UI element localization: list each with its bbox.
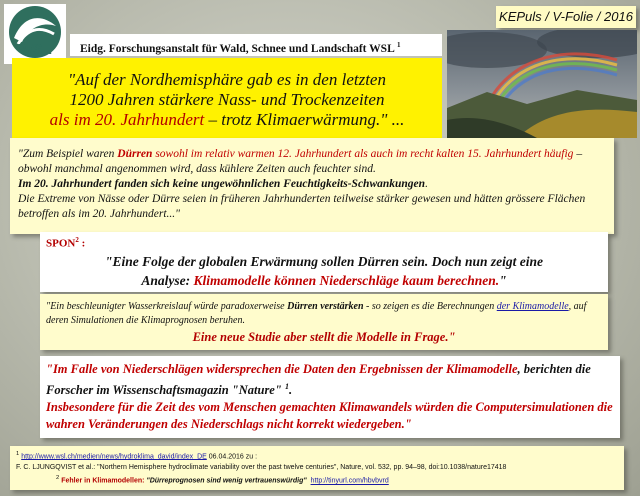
spon-label-text: SPON <box>46 237 76 250</box>
spon-line-1: "Eine Folge der globalen Erwärmung sollen Dürren sein. Doch nun zeigt eine <box>104 254 544 269</box>
headline-line-1: "Auf der Nordhemisphäre gab es in den letzten <box>68 70 386 89</box>
wsl-logo <box>4 4 66 64</box>
quote-nature-period: . <box>288 383 293 398</box>
spon-box <box>40 232 608 292</box>
spon-label <box>46 236 85 250</box>
quote-spon-part-3: , auf deren Simulationen die Klimaprognosen beruhen. <box>46 301 587 326</box>
footnote-2-ref: 2 <box>56 475 60 482</box>
quote-spon-part-1: "Ein beschleunigter Wasserkreislauf würde paradoxerweise <box>46 301 288 312</box>
headline-line-2: 1200 Jahren stärkere Nass- und Trockenzeiten <box>69 90 385 109</box>
quote-nature-contradiction: "Im Falle von Niederschlägen widersprechen die Daten den Ergebnissen der Klimamodelle <box>46 362 518 376</box>
spon-label-colon: : <box>78 237 86 250</box>
quote-spon-droughts: Dürren verstärken <box>287 301 364 312</box>
headline-highlight: als im 20. Jahrhundert <box>49 110 205 129</box>
footnote-1-citation: F. C. LJUNGQVIST et al.: "Northern Hemisphere hydroclimate variability over the past twelve centuries", Nature, vol. 532, pp. 94–98, doi:10.1038/nature17418 <box>16 464 507 472</box>
quote-wsl-droughts: Dürren <box>117 148 153 160</box>
footnote-2-link[interactable]: http://tinyurl.com/hbvbvrd <box>310 477 389 485</box>
footnote-1-ref: 1 <box>16 451 20 457</box>
spon-line-2c: " <box>499 273 507 288</box>
institution-name-text: Eidg. Forschungsanstalt für Wald, Schnee und Landschaft WSL <box>80 42 395 55</box>
quote-nature-simulations: Insbesondere für die Zeit des vom Menschen gemachten Klimawandels würden die Computersimulationen die wahren Veränderungen des Niederschlags nicht korrekt wiedergeben." <box>46 400 613 432</box>
spon-line-2 <box>50 271 598 290</box>
quote-wsl-centuries: sowohl im relativ warmen 12. Jahrhundert als auch im recht kalten 15. Jahrhundert häufig <box>152 148 574 160</box>
institution-name <box>70 34 442 56</box>
footnote-1-link[interactable]: http://www.wsl.ch/medien/news/hydroklima_david/index_DE <box>21 453 207 461</box>
spon-footnote-ref: 2 <box>75 236 79 244</box>
footnote-2 <box>16 473 618 486</box>
quote-wsl <box>10 138 614 234</box>
quote-spon-part-2: - so zeigen es die Berechnungen <box>363 301 497 312</box>
quote-nature-footnote-ref: 1 <box>284 382 289 391</box>
wsl-logo-text: WSL <box>18 41 52 58</box>
footnote-1-date: 06.04.2016 zu : <box>208 453 258 461</box>
institution-footnote-ref: 1 <box>397 41 401 49</box>
footnote-2-title: "Dürreprognosen sind wenig vertrauenswürdig" <box>146 477 307 485</box>
footnote-2-label: Fehler in Klimamodellen: <box>61 477 147 485</box>
spon-climate-models: Klimamodelle können Niederschläge kaum berechnen. <box>193 273 500 288</box>
quote-spon-detail-text <box>46 300 602 328</box>
quote-wsl-part-2: – obwohl manchmal angenommen wird, dass kühlere Zeiten auch feuchter sind. <box>18 148 583 175</box>
footnotes <box>10 446 624 490</box>
rainbow-landscape-photo <box>447 30 637 138</box>
slide-tag-text: KEPuls / V-Folie / 2016 <box>499 9 633 24</box>
quote-wsl-part-1: "Zum Beispiel waren <box>18 148 118 160</box>
quote-spon-detail <box>40 294 608 350</box>
slide-tag <box>496 6 636 28</box>
footnote-1 <box>16 449 618 462</box>
headline-line-3-rest: – trotz Klimaerwärmung." ... <box>204 110 405 129</box>
headline-box <box>12 58 442 140</box>
spon-line-2a: Analyse: <box>141 273 194 288</box>
quote-nature <box>40 356 620 438</box>
spon-quote <box>50 252 598 290</box>
headline-line-3 <box>12 110 442 130</box>
quote-wsl-period: . <box>425 178 428 190</box>
quote-nature-part-2: , berichten die Forscher im Wissenschaftsmagazin "Nature" <box>46 362 591 398</box>
quote-wsl-extremes: Die Extreme von Nässe oder Dürre seien in früheren Jahrhunderten teilweise stärker gewesen und hätten grössere Flächen betroffen als im 20. Jahrhundert..." <box>18 193 586 220</box>
quote-wsl-no-anomaly: Im 20. Jahrhundert fanden sich keine ungewöhnlichen Feuchtigkeits-Schwankungen <box>18 178 426 190</box>
quote-spon-new-study: Eine neue Studie aber stellt die Modelle in Frage." <box>192 330 456 344</box>
climate-models-link[interactable]: der Klimamodelle <box>496 301 569 312</box>
